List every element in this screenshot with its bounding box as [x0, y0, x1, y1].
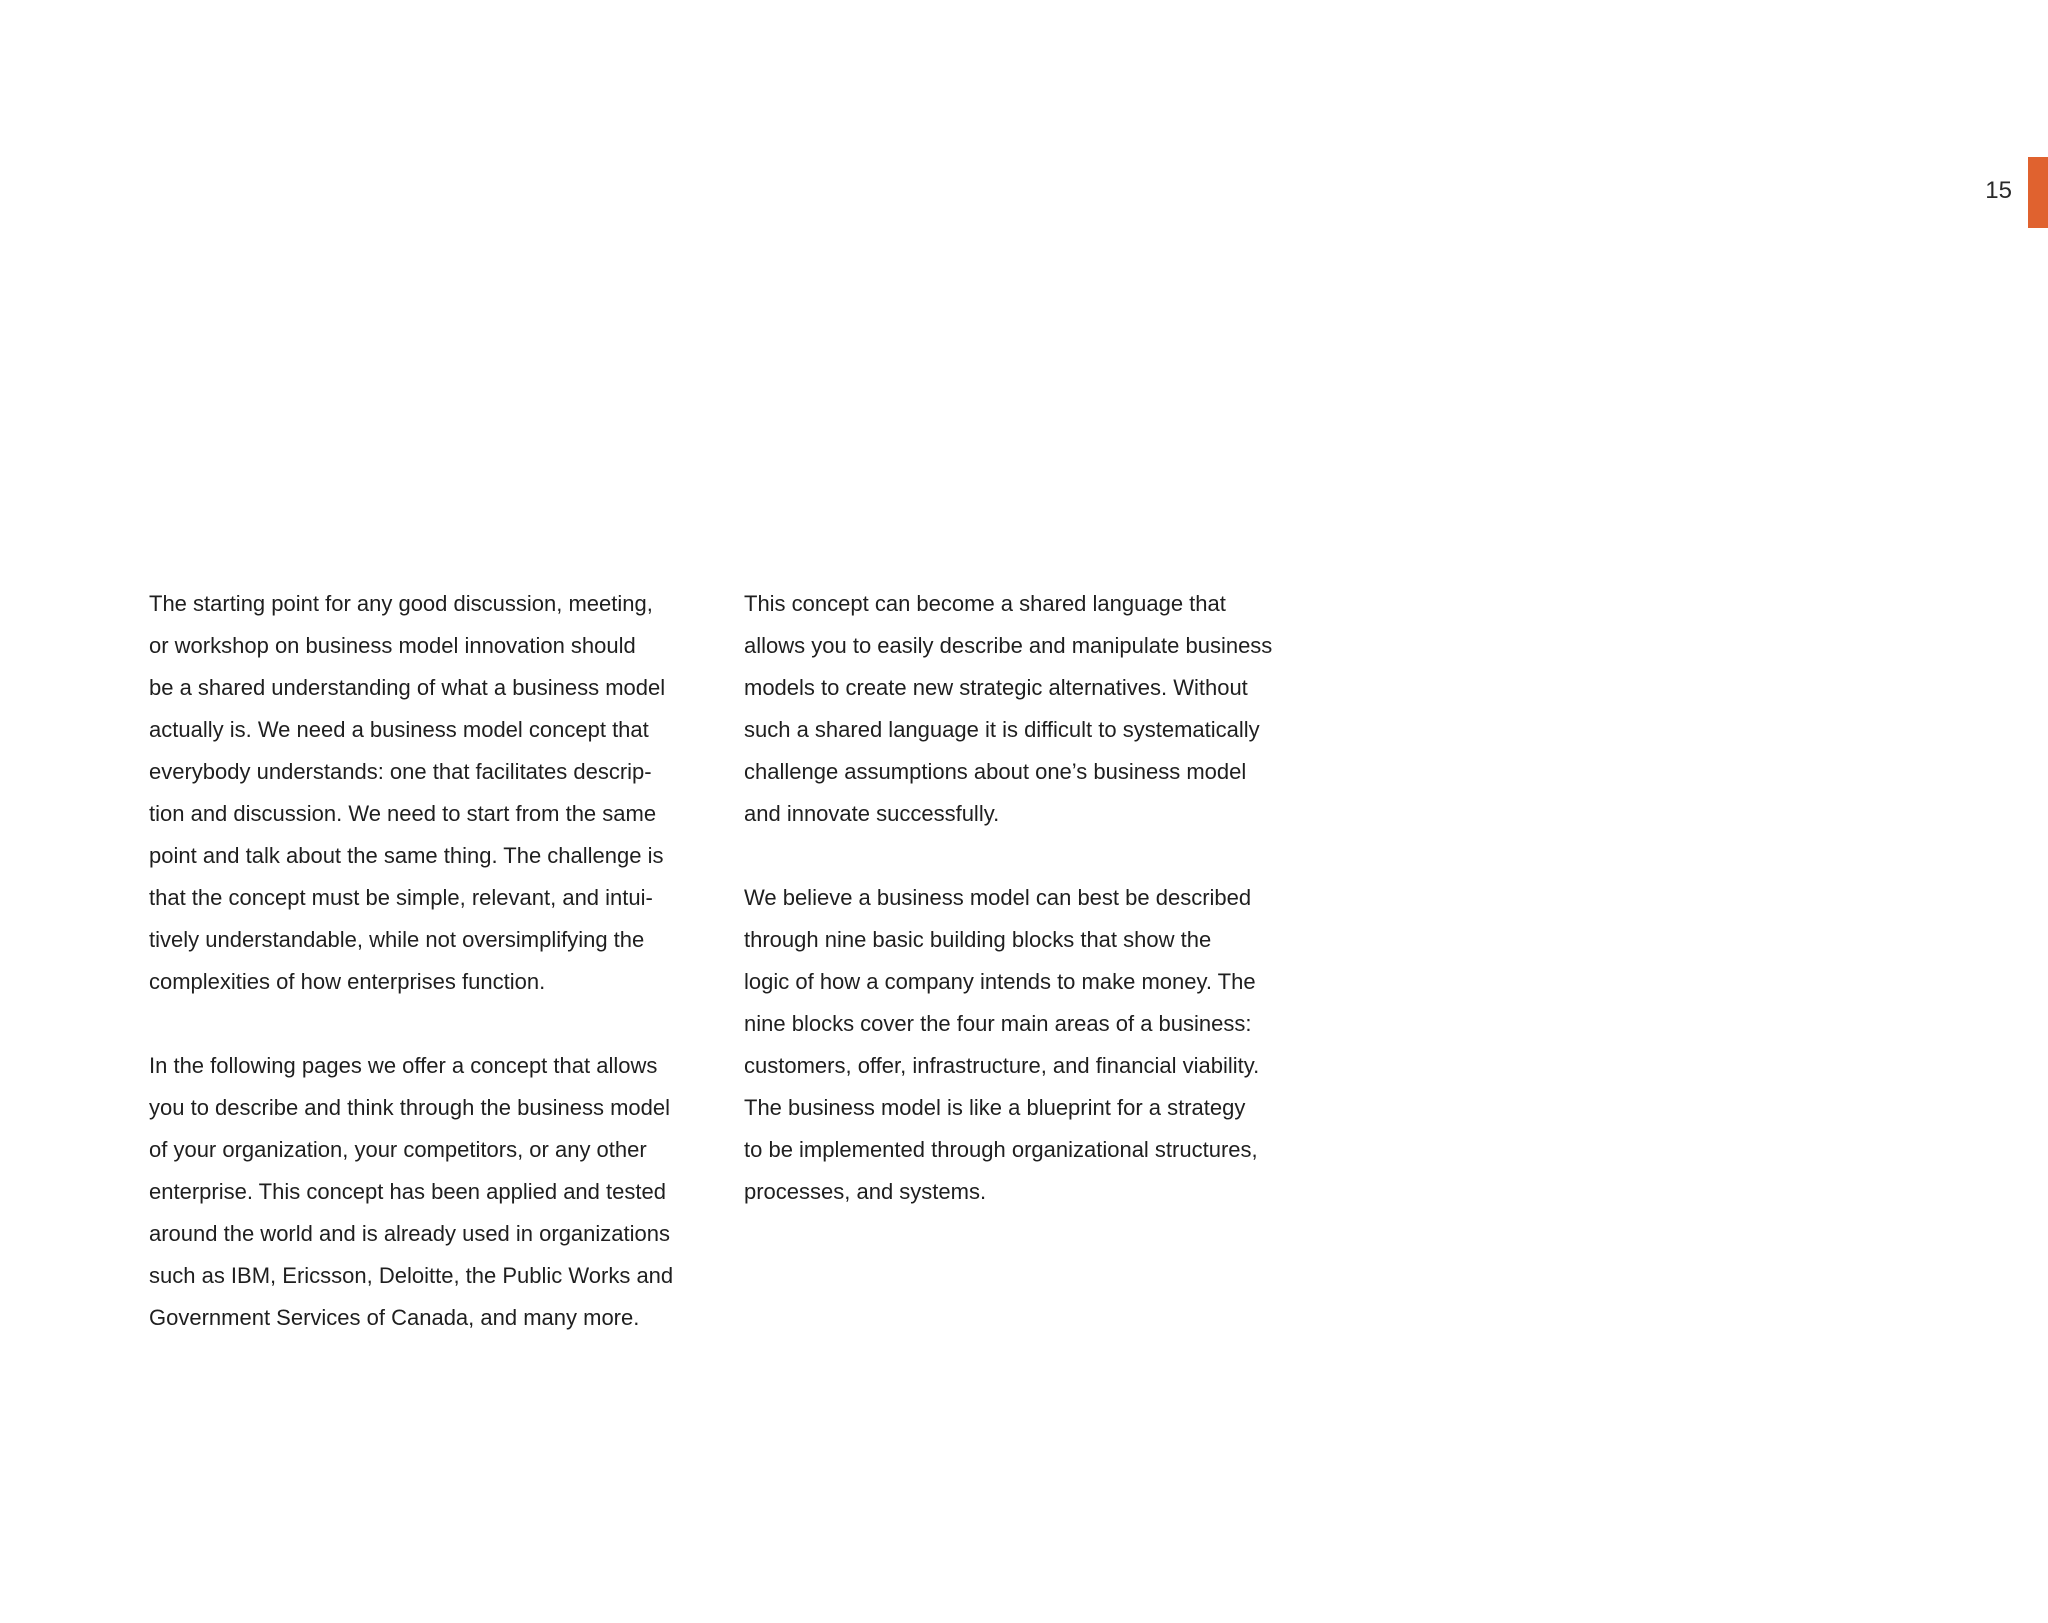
page-number: 15	[1985, 177, 2012, 204]
paragraph-nine-building-blocks: We believe a business model can best be described through nine basic building blocks that show the logic of how a company intends to make money. The nine blocks cover the four main areas of a business: customers, offer, infrastructure, and financial viability. The business model is like a blueprint for a strategy to be implemented through organizational structures, processes, and systems.	[744, 885, 1260, 1204]
page-tab-marker	[2028, 157, 2048, 228]
right-text-column	[744, 583, 1309, 1213]
left-text-column	[149, 583, 714, 1339]
paragraph-business-model-concept: The starting point for any good discussion, meeting, or workshop on business model innovation should be a shared understanding of what a business model actually is. We need a business model concept that everybody understands: one that facilitates descrip- tion and discussion. We need to start from the same point and talk about the same thing. The challenge is that the concept must be simple, relevant, and intui- tively understandable, while not oversimplifying the complexities of how enterprises function.	[149, 591, 666, 994]
paragraph-shared-language: This concept can become a shared language that allows you to easily describe and manipulate business models to create new strategic alternatives. Without such a shared language it is difficult to systematically challenge assumptions about one’s business model and innovate successfully.	[744, 591, 1273, 826]
paragraph-following-pages: In the following pages we offer a concept that allows you to describe and think through the business model of your organization, your competitors, or any other enterprise. This concept has been applied and tested around the world and is already used in organizations such as IBM, Ericsson, Deloitte, the Public Works and Government Services of Canada, and many more.	[149, 1053, 674, 1330]
